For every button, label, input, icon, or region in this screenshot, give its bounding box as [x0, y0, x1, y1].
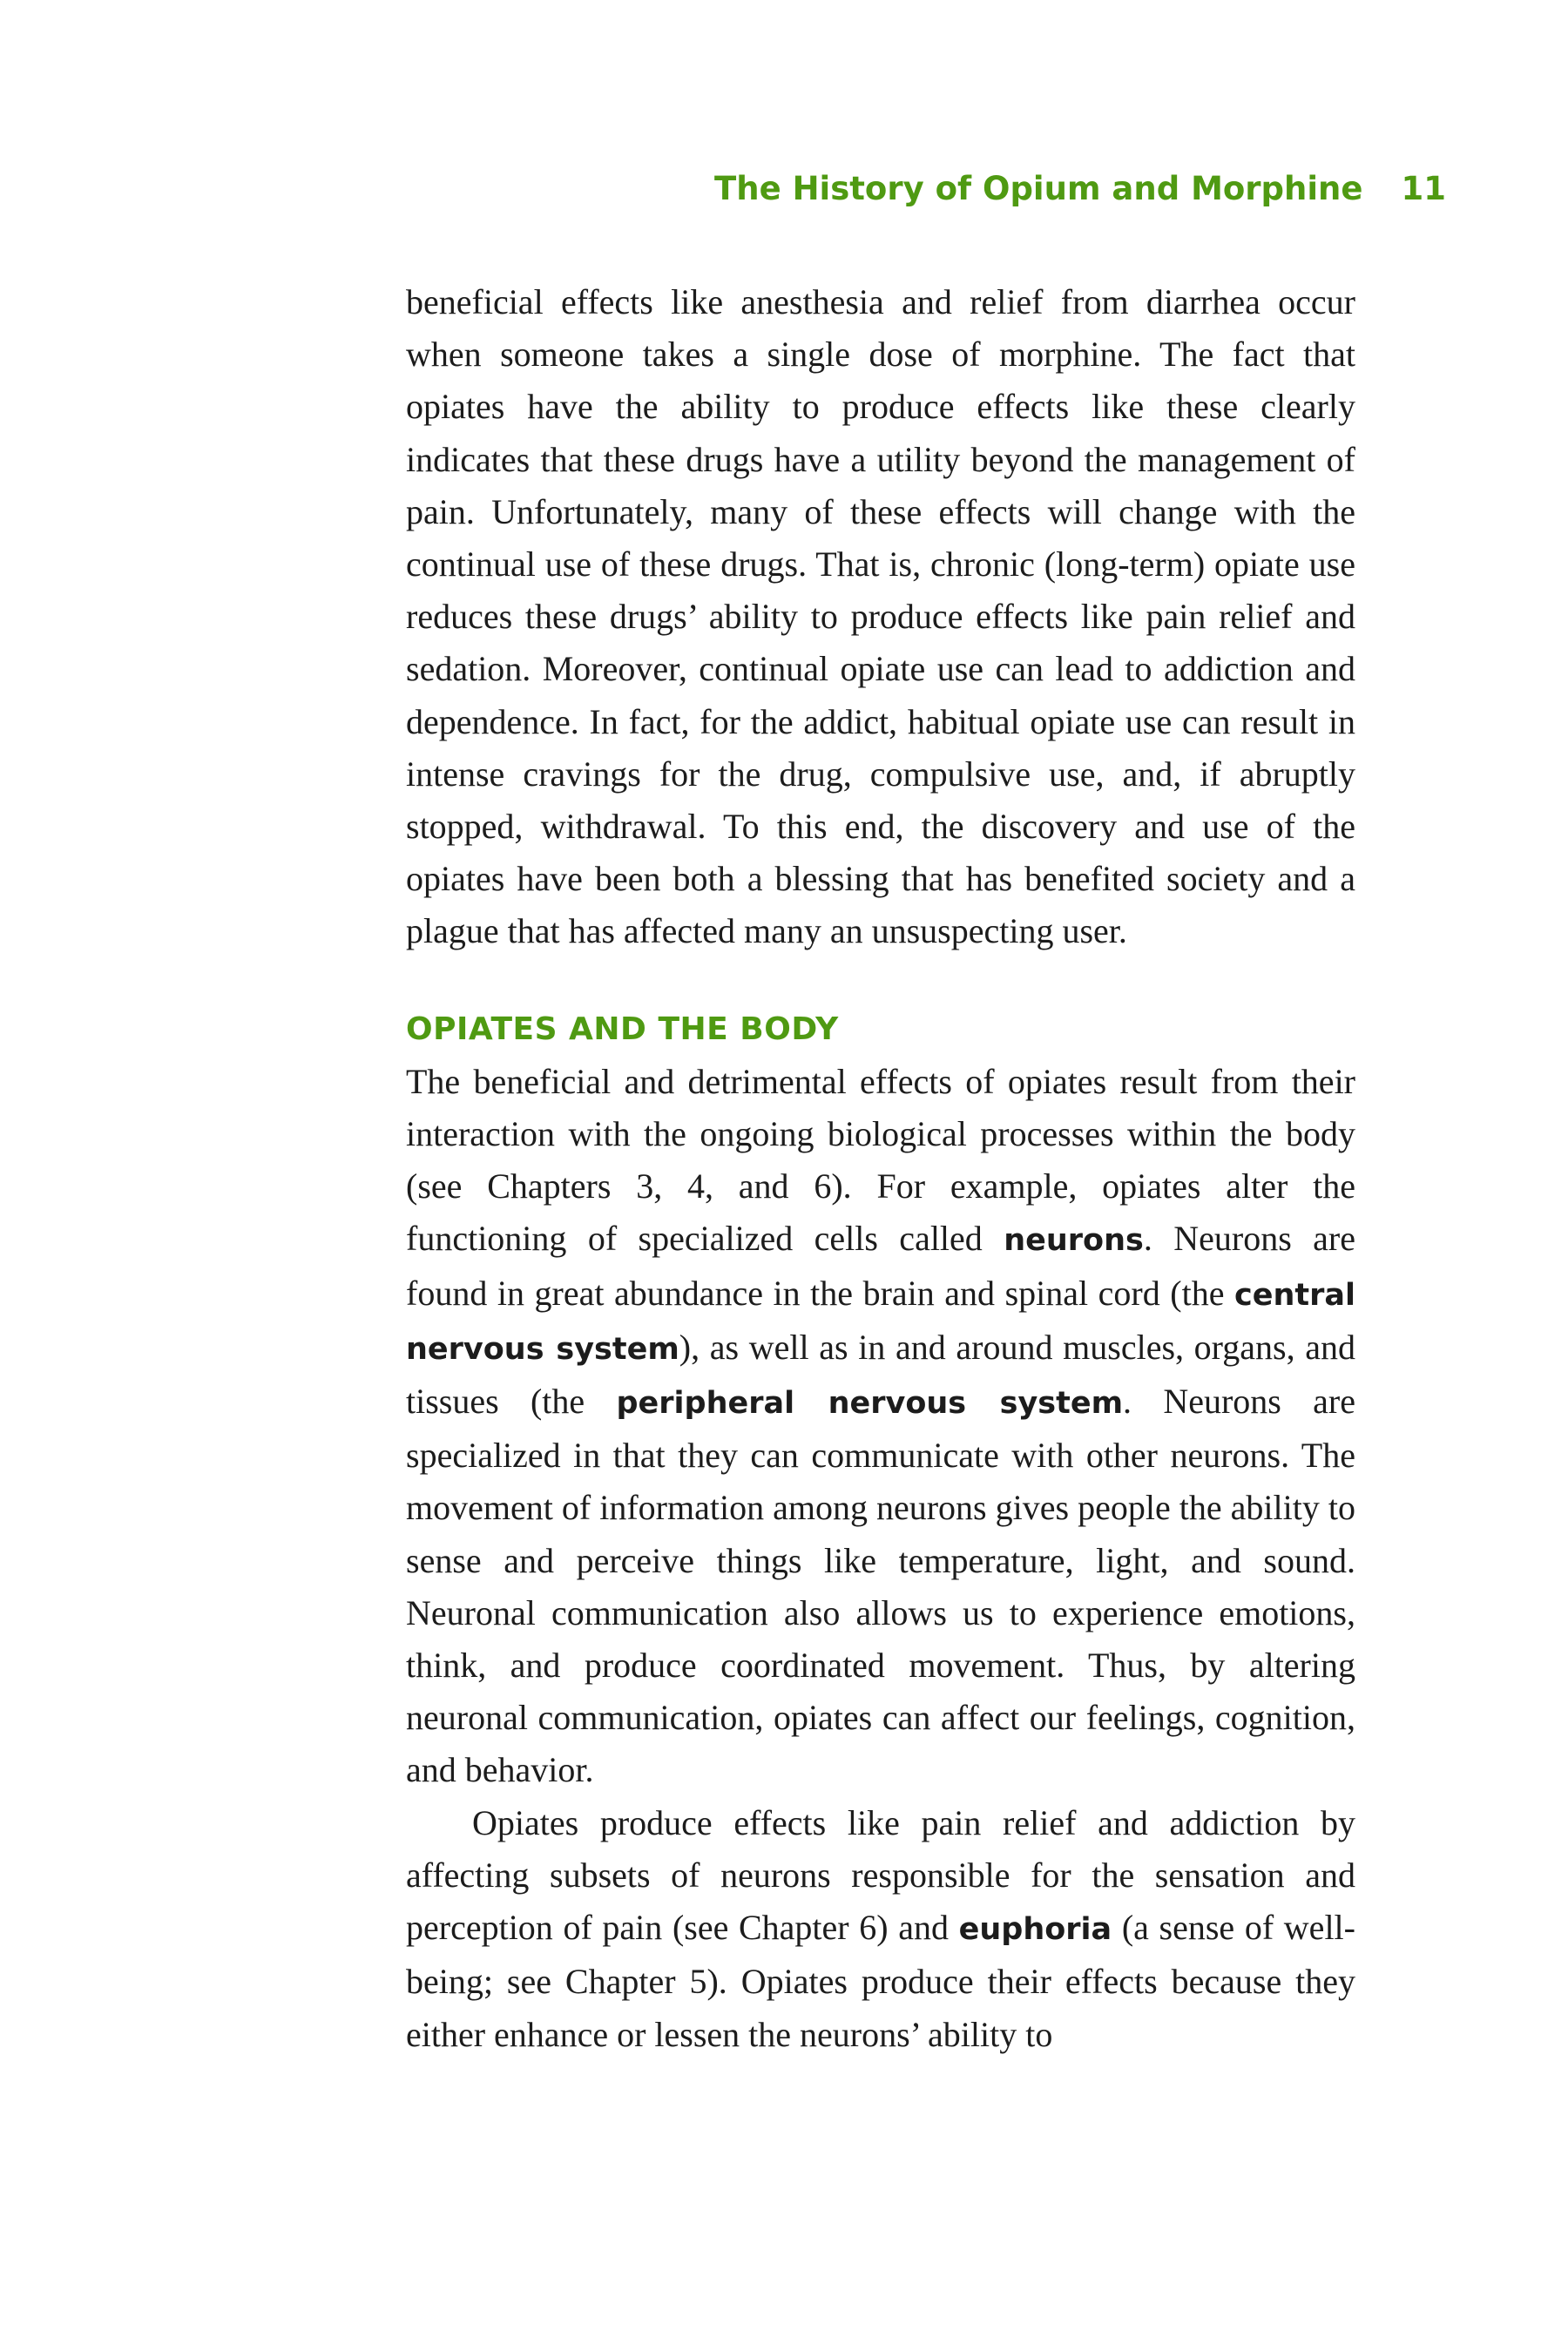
- paragraph-opiates-and-body: [406, 1056, 1355, 1797]
- text-run: (a sense of well-being; see Chapter 5). Opiates produce their effects because they either enhance or lessen the neurons’ ability to: [406, 1908, 1355, 2054]
- page-number: 11: [1401, 170, 1446, 207]
- term-central-nervous-system: central nervous system: [406, 1277, 1355, 1367]
- text-run: . Neurons are specialized in that they can communicate with other neurons. The movement of information among neurons gives people the ability to sense and perceive things like temperature, light, and sound. Neuronal communication also allows us to experience emotions, think, and produce coordinated movement. Thus, by altering neuronal communication, opiates can affect our feelings, cognition, and behavior.: [406, 1382, 1356, 1790]
- section-heading: OPIATES AND THE BODY: [406, 1010, 839, 1047]
- text-run: Opiates produce effects like pain relief and addiction by affecting subsets of neurons responsible for the sensation and perception of pain (see Chapter 6) and: [406, 1802, 1355, 1948]
- text-run: . Neurons are found in great abundance in the brain and spinal cord (the: [406, 1219, 1355, 1313]
- term-peripheral-nervous-system: peripheral nervous system: [616, 1386, 1124, 1422]
- term-neurons: neurons: [1004, 1223, 1144, 1259]
- running-title: The History of Opium and Morphine: [714, 170, 1363, 207]
- body-text: [406, 276, 1355, 2061]
- paragraph-opiate-effects: [406, 1797, 1355, 2061]
- text-run: The beneficial and detrimental effects of opiates result from their interaction with the ongoing biological processes within the body (see Chapters 3, 4, and 6). For example, opiates alter the functioning of specialized cells called: [406, 1061, 1355, 1259]
- paragraph-continued: beneficial effects like anesthesia and relief from diarrhea occur when someone takes a single dose of morphine. The fact that opiates have the ability to produce effects like these clearly indicates that these drugs have a utility beyond the management of pain. Unfortunately, many of these effects will change with the continual use of these drugs. That is, chronic (long-term) opiate use reduces these drugs’ ability to produce effects like pain relief and sedation. Moreover, continual opiate use can lead to addiction and dependence. In fact, for the addict, habitual opiate use can result in intense cravings for the drug, compulsive use, and, if abruptly stopped, withdrawal. To this end, the discovery and use of the opiates have been both a blessing that has benefited society and a plague that has affected many an unsuspecting user.: [406, 282, 1355, 951]
- running-head: [409, 170, 1446, 207]
- text-run: ), as well as in and around muscles, organs, and tissues (the: [406, 1327, 1355, 1422]
- term-euphoria: euphoria: [958, 1912, 1112, 1948]
